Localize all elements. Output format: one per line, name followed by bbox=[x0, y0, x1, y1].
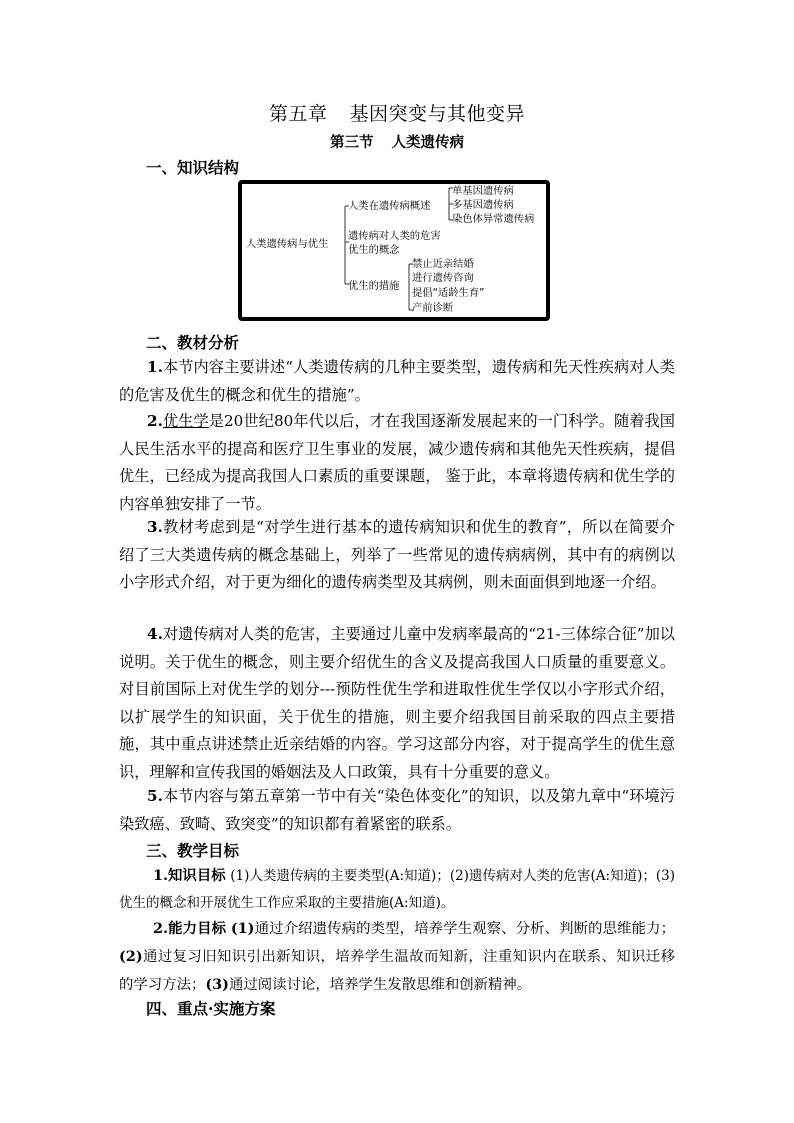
heading-teaching-goals: 三、教学目标 bbox=[146, 841, 240, 860]
structure-branch-measures: 优生的措施 bbox=[348, 280, 400, 292]
analysis-paragraph-3: 3.教材考虑到是“对学生进行基本的遗传病知识和优生的教育”，所以在简要介绍了三大类遗传病的概念基础上，列举了一些常见的遗传病病例，其中有的病例以小字形式介绍，对于更为细化的遗传病类型及其病例，则未面面俱到地逐一介绍。 bbox=[119, 518, 675, 592]
heading-key-points: 四、重点·实施方案 bbox=[146, 999, 276, 1018]
structure-item: 多基因遗传病 bbox=[452, 199, 514, 211]
heading-textbook-analysis: 二、教材分析 bbox=[146, 333, 240, 352]
structure-item: 进行遗传咨询 bbox=[412, 272, 474, 284]
analysis-paragraph-5: 5.本节内容与第五章第一节中有关“染色体变化”的知识，以及第九章中“环境污染致癌、致畸、致突变”的知识都有着紧密的联系。 bbox=[119, 787, 675, 833]
structure-branch-concept: 优生的概念 bbox=[348, 244, 400, 256]
heading-knowledge-structure: 一、知识结构 bbox=[146, 158, 240, 177]
structure-item: 单基因遗传病 bbox=[452, 185, 514, 197]
knowledge-structure-diagram bbox=[238, 180, 550, 321]
page-title: 第五章 基因突变与其他变异 bbox=[268, 103, 526, 125]
section-title: 第三节 人类遗传病 bbox=[330, 134, 464, 151]
analysis-paragraph-1: 1.本节内容主要讲述“人类遗传病的几种主要类型，遗传病和先天性疾病对人类的危害及优生的概念和优生的措施”。 bbox=[119, 358, 675, 404]
goal-ability: 2.能力目标 (1)通过介绍遗传病的类型，培养学生观察、分析、判断的思维能力；(2)通过复习旧知识引出新知识，培养学生温故而知新，注重知识内在联系、知识迁移的学习方法；(3)通过阅读讨论，培养学生发散思维和创新精神。 bbox=[119, 920, 675, 993]
structure-item: 染色体异常遗传病 bbox=[452, 213, 535, 225]
analysis-paragraph-4: 4.对遗传病对人类的危害，主要通过儿童中发病率最高的“21-三体综合征”加以说明。关于优生的概念，则主要介绍优生的含义及提高我国人口质量的重要意义。 对目前国际上对优生学的划分---预防性优生学和进取性优生学仅以小字形式介绍，以扩展学生的知识面，关于优生的措施，则主要介绍我国目前采取的四点主要措施，其中重点讲述禁止近亲结婚的内容。学习这部分内容，对于提高学生的优生意识，理解和宣传我国的婚姻法及人口政策，具有十分重要的意义。 bbox=[119, 625, 675, 781]
analysis-paragraph-2: 2.优生学是20世纪80年代以后，才在我国逐渐发展起来的一门科学。随着我国人民生活水平的提高和医疗卫生事业的发展，减少遗传病和其他先天性疾病，提倡优生，已经成为提高我国人口素质的重要课题， 鉴于此，本章将遗传病和优生学的内容单独安排了一节。 bbox=[119, 412, 675, 513]
structure-branch-overview: 人类在遗传病概述 bbox=[348, 200, 431, 212]
structure-item: 提倡“适龄生育” bbox=[412, 287, 485, 299]
structure-item: 产前诊断 bbox=[412, 302, 454, 314]
goal-knowledge: 1.知识目标 (1)人类遗传病的主要类型(A:知道)；(2)遗传病对人类的危害(A:知道)；(3)优生的概念和开展优生工作应采取的主要措施(A:知道)。 bbox=[119, 867, 676, 911]
structure-item: 禁止近亲结婚 bbox=[412, 258, 474, 270]
structure-branch-harm: 遗传病对人类的危害 bbox=[348, 230, 441, 242]
structure-root: 人类遗传病与优生 bbox=[246, 238, 329, 250]
